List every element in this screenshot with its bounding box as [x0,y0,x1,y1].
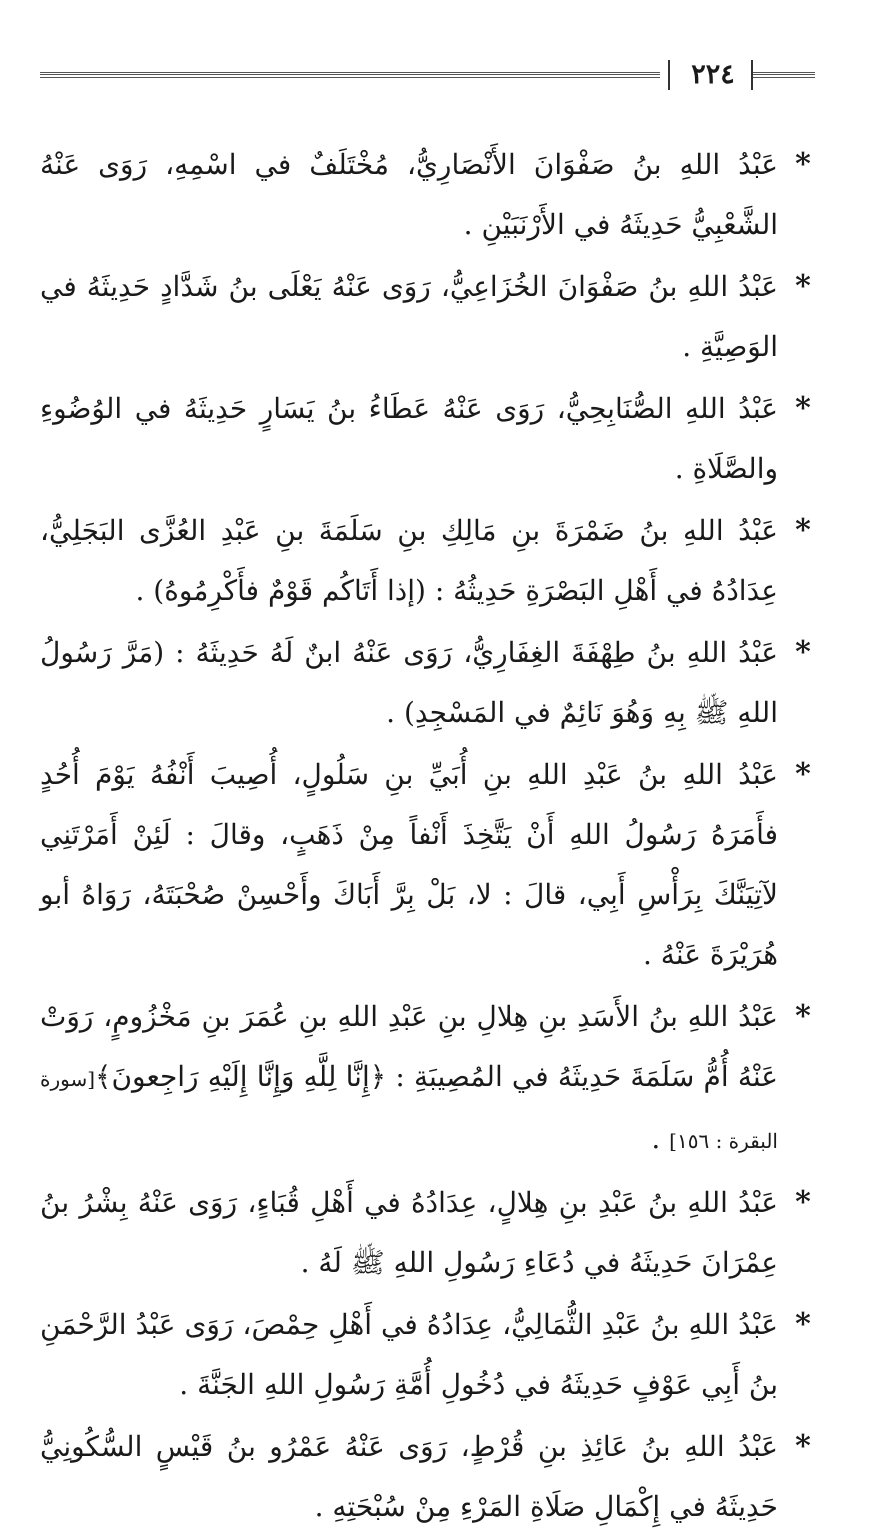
biography-entry [40,623,820,743]
entry-text: عَبْدُ اللهِ بنُ صَفْوَانَ الخُزَاعِيُّ، رَوَى عَنْهُ يَعْلَى بنُ شَدَّادٍ حَدِيثَهُ في الوَصِيَّةِ . [40,270,778,363]
entry-text: عَبْدُ اللهِ بنُ عَائِذِ بنِ قُرْطٍ، رَوَى عَنْهُ عَمْرُو بنُ قَيْسٍ السُّكُونِيُّ حَدِيثَهُ في إِكْمَالِ صَلَاةِ المَرْءِ مِنْ سُبْحَتِهِ . [40,1430,778,1523]
asterisk-marker: * [795,269,811,304]
asterisk-marker: * [795,391,811,426]
asterisk-marker: * [795,1429,811,1464]
biography-entry [40,379,820,499]
header-rule-tick [668,60,670,90]
asterisk-marker: * [795,635,811,670]
page-header [40,58,815,94]
biography-entry [40,1173,820,1293]
asterisk-marker: * [795,757,811,792]
asterisk-marker: * [795,1185,811,1220]
entry-text: عَبْدُ اللهِ بنُ ضَمْرَةَ بنِ مَالِكِ بنِ سَلَمَةَ بنِ عَبْدِ العُزَّى البَجَلِيُّ، عِدَادُهُ في أَهْلِ البَصْرَةِ حَدِيثُهُ : (إذا أَتَاكُم قَوْمٌ فأَكْرِمُوهُ) . [40,514,778,607]
biography-entry [40,745,820,985]
entry-text: عَبْدُ اللهِ بنُ عَبْدِ بنِ هِلالٍ، عِدَادُهُ في أَهْلِ قُبَاءٍ، رَوَى عَنْهُ بِشْرُ بنُ عِمْرَانَ حَدِيثَهُ في دُعَاءِ رَسُولِ اللهِ ﷺ لَهُ . [40,1186,778,1279]
entry-text: عَبْدُ اللهِ بنُ عَبْدِ اللهِ بنِ أُبَيِّ بنِ سَلُولٍ، أُصِيبَ أَنْفُهُ يَوْمَ أُحُدٍ فأَمَرَهُ رَسُولُ اللهِ أَنْ يَتَّخِذَ أَنْفاً مِنْ ذَهَبٍ، وقالَ : لَئِنْ أَمَرْتَنِي لآتِيَنَّكَ بِرَأْسِ أَبِي، قالَ : لا، بَلْ بِرَّ أَبَاكَ وأَحْسِنْ صُحْبَتَهُ، رَوَاهُ أبو هُرَيْرَةَ عَنْهُ . [40,758,778,971]
asterisk-marker: * [795,1307,811,1342]
entry-text: عَبْدُ اللهِ بنُ طِهْفَةَ الغِفَارِيُّ، رَوَى عَنْهُ ابنٌ لَهُ حَدِيثَهُ : (مَرَّ رَسُولُ اللهِ ﷺ بِهِ وَهُوَ نَائِمٌ في المَسْجِدِ) . [40,636,778,729]
biography-entry [40,257,820,377]
entry-text: عَبْدُ اللهِ الصُّنَابِحِيُّ، رَوَى عَنْهُ عَطَاءُ بنُ يَسَارٍ حَدِيثَهُ في الوُضُوءِ والصَّلَاةِ . [40,392,779,485]
page-number: ٢٢٤ [691,59,735,90]
entry-text: عَبْدُ اللهِ بنُ صَفْوَانَ الأَنْصَارِيُّ، مُخْتَلَفٌ في اسْمِهِ، رَوَى عَنْهُ الشَّعْبِيُّ حَدِيثَهُ في الأَرْنَبَيْنِ . [40,148,778,241]
entry-text-tail: . [651,1122,670,1155]
asterisk-marker: * [795,999,811,1034]
biography-entry [40,1295,820,1415]
asterisk-marker: * [795,513,811,548]
header-rule-right [753,72,815,78]
entry-text: عَبْدُ اللهِ بنُ الأَسَدِ بنِ هِلالِ بنِ عَبْدِ اللهِ بنِ عُمَرَ بنِ مَخْزُومٍ، رَوَتْ عَنْهُ أُمُّ سَلَمَةَ حَدِيثَهُ في المُصِيبَةِ : ﴿إِنَّا لِلَّهِ وَإِنَّا إِلَيْهِ رَاجِعونَ﴾ [40,1000,778,1093]
biography-entry [40,987,820,1171]
header-rule-left [40,72,660,78]
biography-entry [40,501,820,621]
biography-entry [40,1417,820,1537]
page-body [40,135,820,1539]
entry-text: عَبْدُ اللهِ بنُ عَبْدِ الثُّمَالِيُّ، عِدَادُهُ في أَهْلِ حِمْصَ، رَوَى عَبْدُ الرَّحْمَنِ بنُ أَبِي عَوْفٍ حَدِيثَهُ في دُخُولِ أُمَّةِ رَسُولِ اللهِ الجَنَّةَ . [40,1308,778,1401]
quran-reference: [سورة البقرة : ١٥٦] [40,1067,778,1153]
biography-entry [40,135,820,255]
asterisk-marker: * [795,147,811,182]
